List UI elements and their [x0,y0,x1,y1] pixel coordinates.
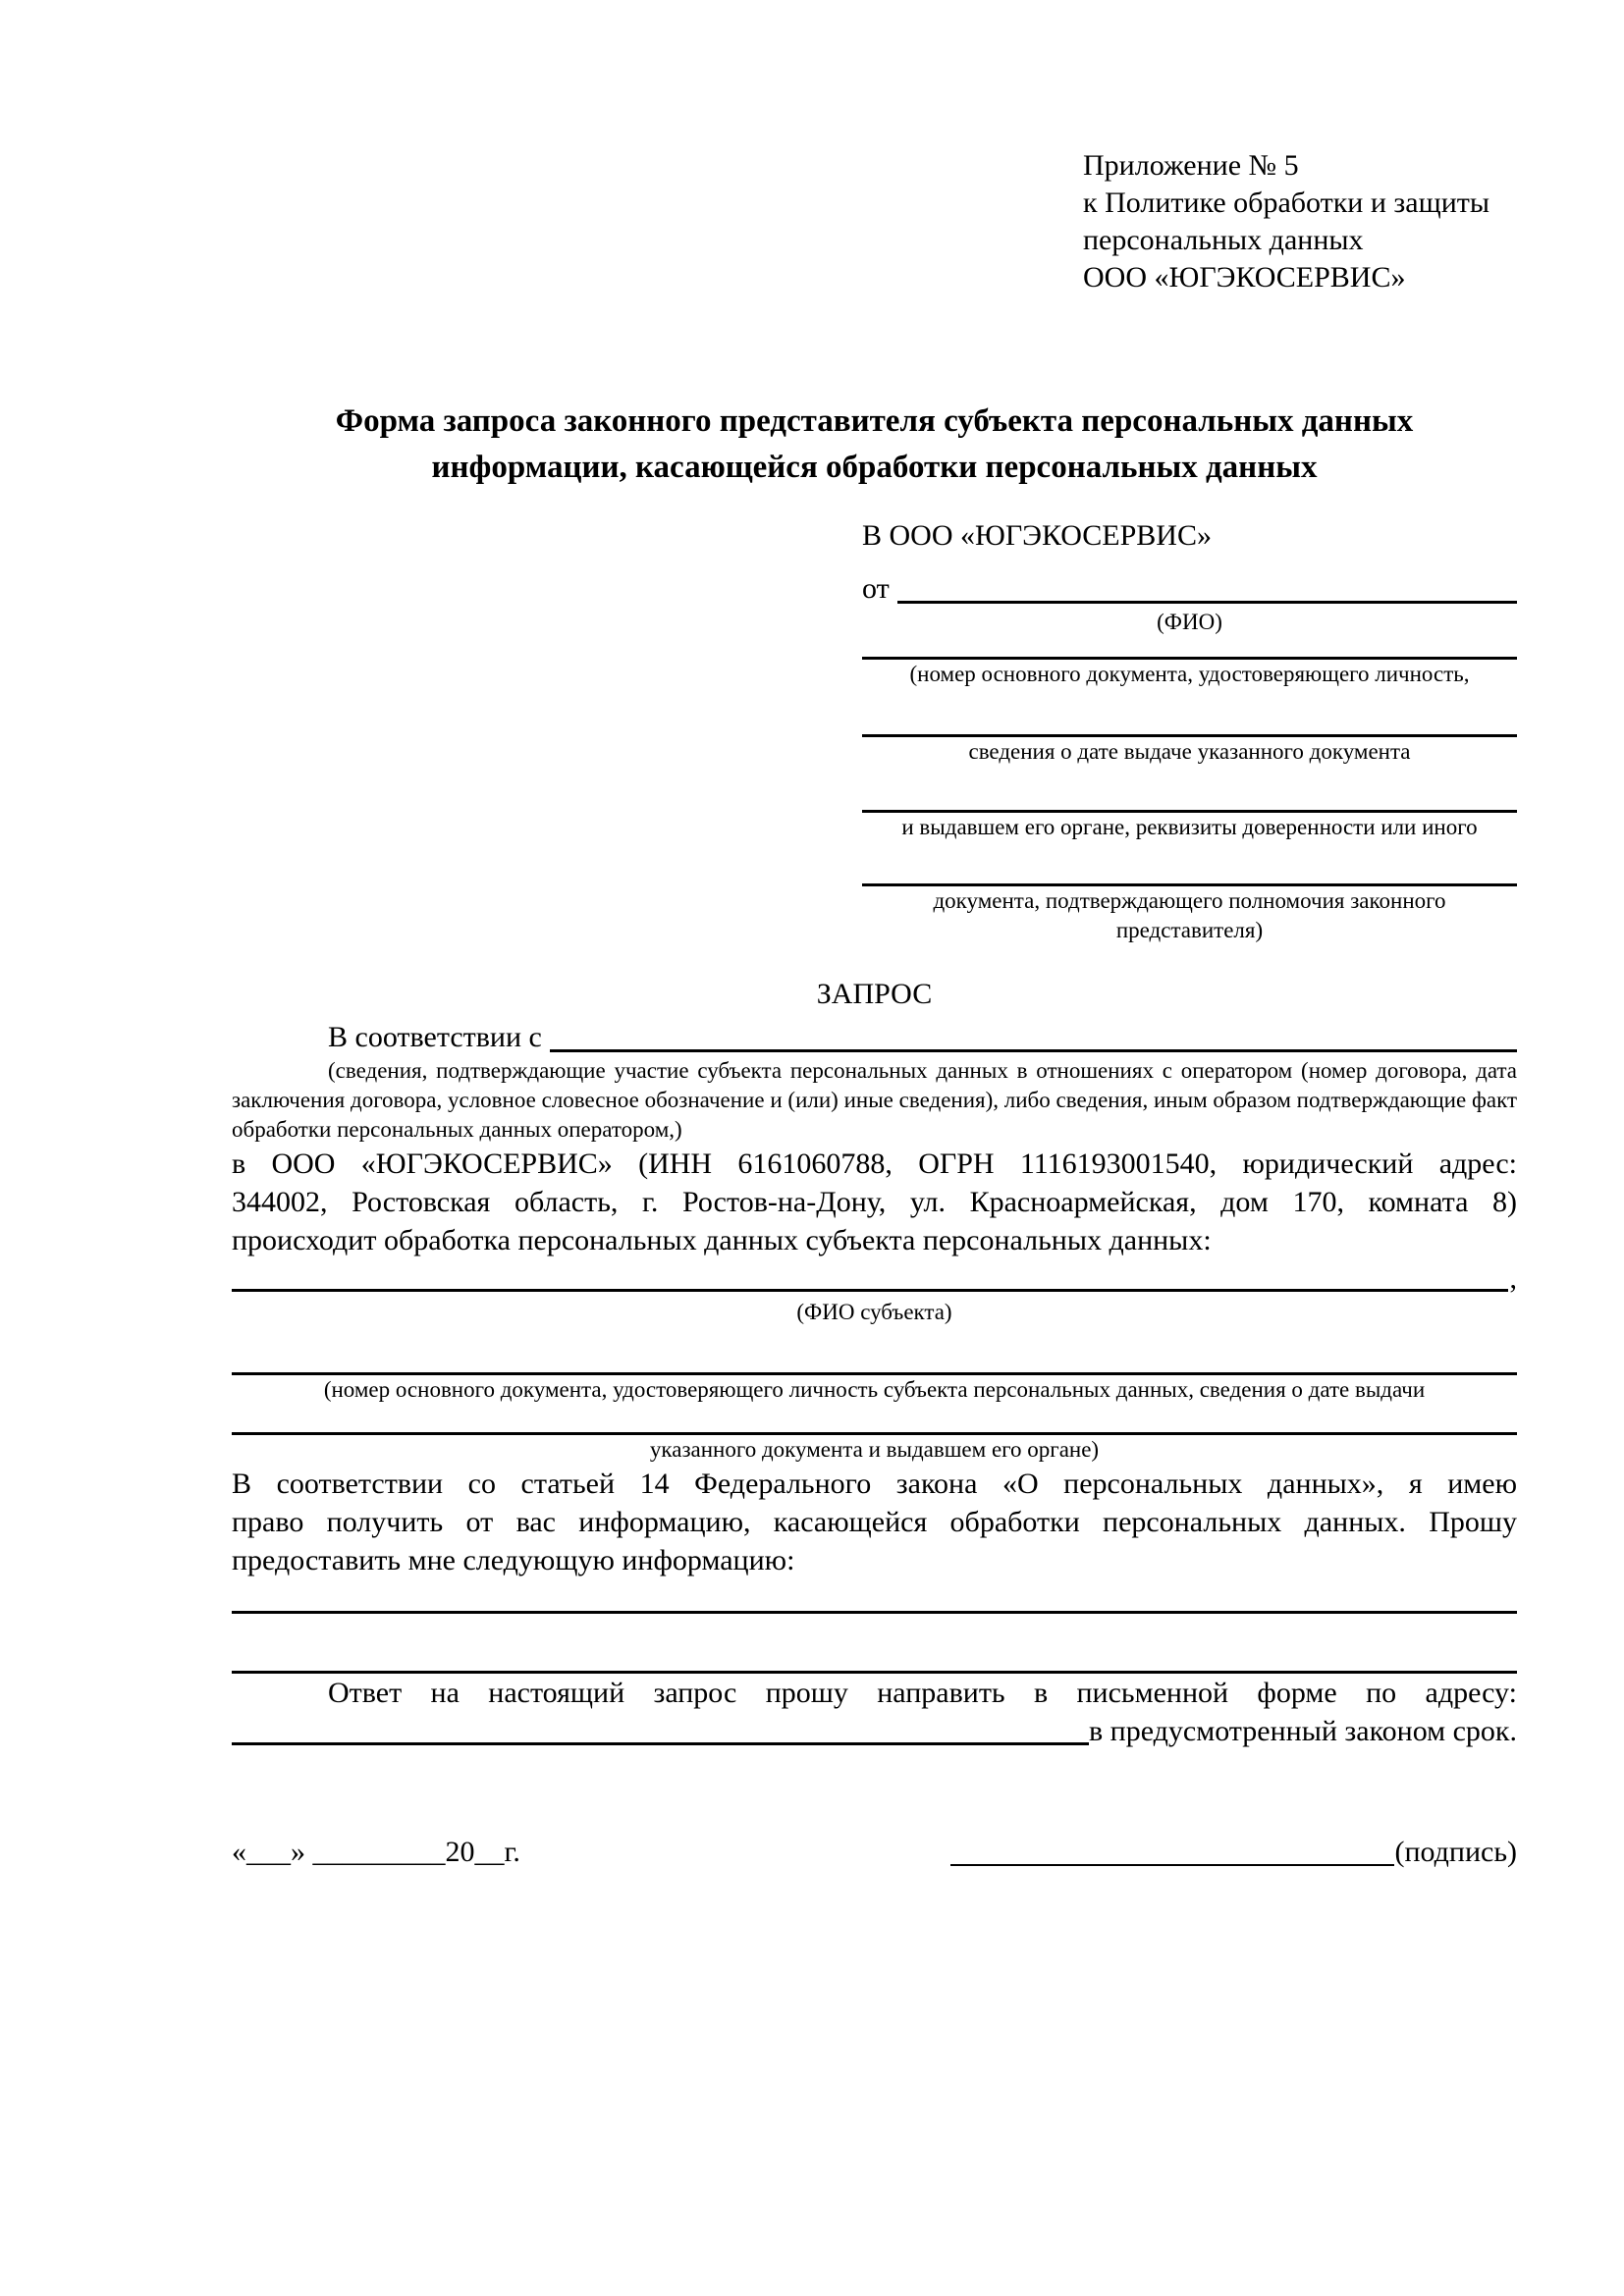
addressee-block [862,516,1517,945]
accordance-field-line [550,1018,1517,1052]
subject-doc-caption: (номер основного документа, удостоверяющего личность субъекта персональных данных, сведения о дате выдачи [323,1377,1426,1402]
basis-caption-line: (сведения, подтверждающие участие субъекта персональных данных в отношениях с оператором (номер договора, дата [328,1058,1517,1083]
rights-line: право получить от вас информацию, касающейся обработки персональных данных. Прошу [232,1506,1517,1538]
request-heading: ЗАПРОС [816,978,933,1010]
from-label: от [862,572,890,605]
subject-fio-comma: , [1509,1262,1517,1295]
operator-line: в ООО «ЮГЭКОСЕРВИС» (ИНН 6161060788, ОГРН 1116193001540, юридический адрес: [232,1148,1517,1180]
subject-doc-field-line [232,1405,1517,1435]
reply-address-field-line [232,1742,1089,1745]
from-field-line [897,569,1517,604]
signature-caption: (подпись) [1394,1836,1517,1868]
annex-line: Приложение № 5 [1083,149,1299,182]
subject-fio-caption: (ФИО субъекта) [796,1300,952,1324]
accordance-label: В соответствии с [328,1021,542,1053]
doc-field-caption: (номер основного документа, удостоверяющего личность, [909,662,1470,686]
reply-paragraph-line: Ответ на настоящий запрос прошу направить в письменной форме по адресу: [328,1677,1517,1709]
basis-caption-line: заключения договора, условное словесное обозначение и (или) иные сведения), либо сведения, иным образом подтверждающие факт [232,1088,1517,1112]
signature-block [950,1833,1517,1871]
subject-fio-field-line [232,1289,1508,1292]
rights-line: В соответствии со статьей 14 Федерального закона «О персональных данных», я имею [232,1468,1517,1500]
date-field: «___» _________20__г. [232,1836,520,1868]
annex-line: к Политике обработки и защиты [1083,187,1490,219]
subject-doc-caption: указанного документа и выдавшем его органе) [649,1437,1100,1462]
rights-paragraph [232,1465,1517,1579]
rights-line: предоставить мне следующую информацию: [232,1544,795,1576]
form-title-line: информации, касающейся обработки персональных данных [431,450,1318,485]
accordance-field-row [232,1018,1517,1056]
doc-field-line [862,767,1517,813]
signature-field-line [950,1864,1394,1866]
operator-line: происходит обработка персональных данных субъекта персональных данных: [232,1224,1212,1256]
operator-paragraph [232,1145,1517,1259]
page-content [232,0,1517,1871]
doc-field-caption: сведения о дате выдаче указанного документа [968,739,1411,764]
reply-address-field-row [232,1712,1517,1750]
subject-fio-field-row [232,1259,1517,1298]
fio-caption: (ФИО) [1157,610,1222,634]
form-title [232,399,1517,491]
doc-field-line [862,842,1517,886]
form-title-line: Форма запроса законного представителя субъекта персональных данных [335,403,1414,439]
answer-field-line [232,1611,1517,1614]
doc-field-caption: документа, подтверждающего полномочия законного представителя) [933,888,1446,942]
from-field-row [862,569,1517,608]
annex-line: персональных данных [1083,224,1364,256]
footer-row [232,1833,1517,1871]
basis-caption [232,1056,1517,1145]
subject-doc-field-line [232,1327,1517,1375]
addressee-to: В ООО «ЮГЭКОСЕРВИС» [862,519,1212,552]
annex-note [1083,147,1517,296]
operator-line: 344002, Ростовская область, г. Ростов-на-Дону, ул. Красноармейская, дом 170, комната 8) [232,1186,1517,1218]
annex-line: ООО «ЮГЭКОСЕРВИС» [1083,261,1406,294]
doc-field-line [862,689,1517,737]
basis-caption-line: обработки персональных данных оператором,) [232,1117,682,1142]
doc-field-line [862,637,1517,660]
reply-suffix: в предусмотренный законом срок. [1089,1715,1517,1747]
doc-field-caption: и выдавшем его органе, реквизиты доверенности или иного [901,815,1478,839]
